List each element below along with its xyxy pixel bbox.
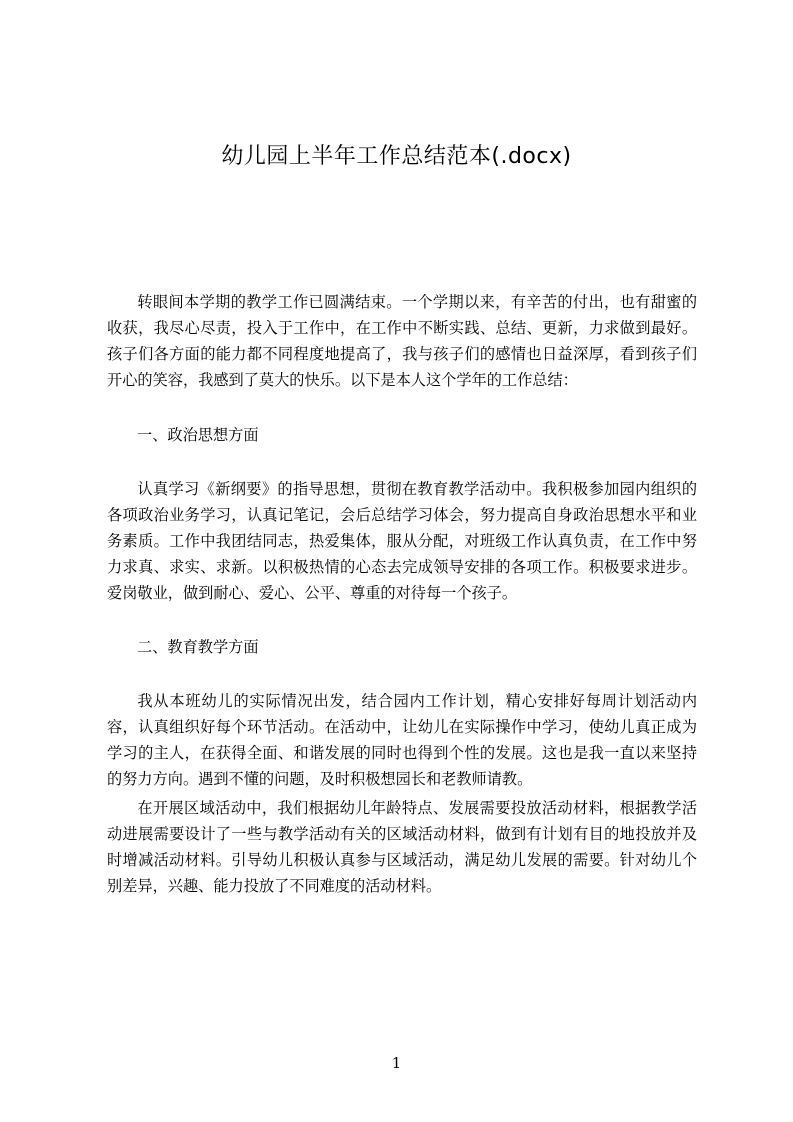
teaching-paragraph: 我从本班幼儿的实际情况出发，结合园内工作计划，精心安排好每周计划活动内容，认真组织好每个环节活动。在活动中，让幼儿在实际操作中学习，使幼儿真正成为学习的主人，在获得全面、和谐发展的同时也得到个性的发展。这也是我一直以来坚持的努力方向。遇到不懂的问题，及时积极想园长和老教师请教。 (107, 692, 697, 788)
politics-paragraph: 认真学习《新纲要》的指导思想，贯彻在教育教学活动中。我积极参加园内组织的各项政治业务学习，认真记笔记，会后总结学习体会，努力提高自身政治思想水平和业务素质。工作中我团结同志，热爱集体，服从分配，对班级工作认真负责，在工作中努力求真、求实、求新。以积极热情的心态去完成领导安排的各项工作。积极要求进步。爱岗敬业，做到耐心、爱心、公平、尊重的对待每一个孩子。 (107, 480, 697, 602)
document-title: 幼儿园上半年工作总结范本(.docx) (221, 144, 572, 169)
area-activity-paragraph: 在开展区域活动中，我们根据幼儿年龄特点、发展需要投放活动材料，根据教学活动进展需要设计了一些与教学活动有关的区域活动材料，做到有计划有目的地投放并及时增减活动材料。引导幼儿积极认真参与区域活动，满足幼儿发展的需要。针对幼儿个别差异，兴趣、能力投放了不同难度的活动材料。 (107, 799, 697, 895)
section-heading-teaching: 二、教育教学方面 (137, 638, 259, 656)
intro-paragraph: 转眼间本学期的教学工作已圆满结束。一个学期以来，有辛苦的付出，也有甜蜜的收获，我尽心尽责，投入于工作中，在工作中不断实践、总结、更新，力求做到最好。孩子们各方面的能力都不同程度地提高了，我与孩子们的感情也日益深厚，看到孩子们开心的笑容，我感到了莫大的快乐。以下是本人这个学年的工作总结： (107, 293, 697, 389)
page-number: 1 (391, 1054, 402, 1072)
section-heading-politics: 一、政治思想方面 (137, 426, 259, 444)
